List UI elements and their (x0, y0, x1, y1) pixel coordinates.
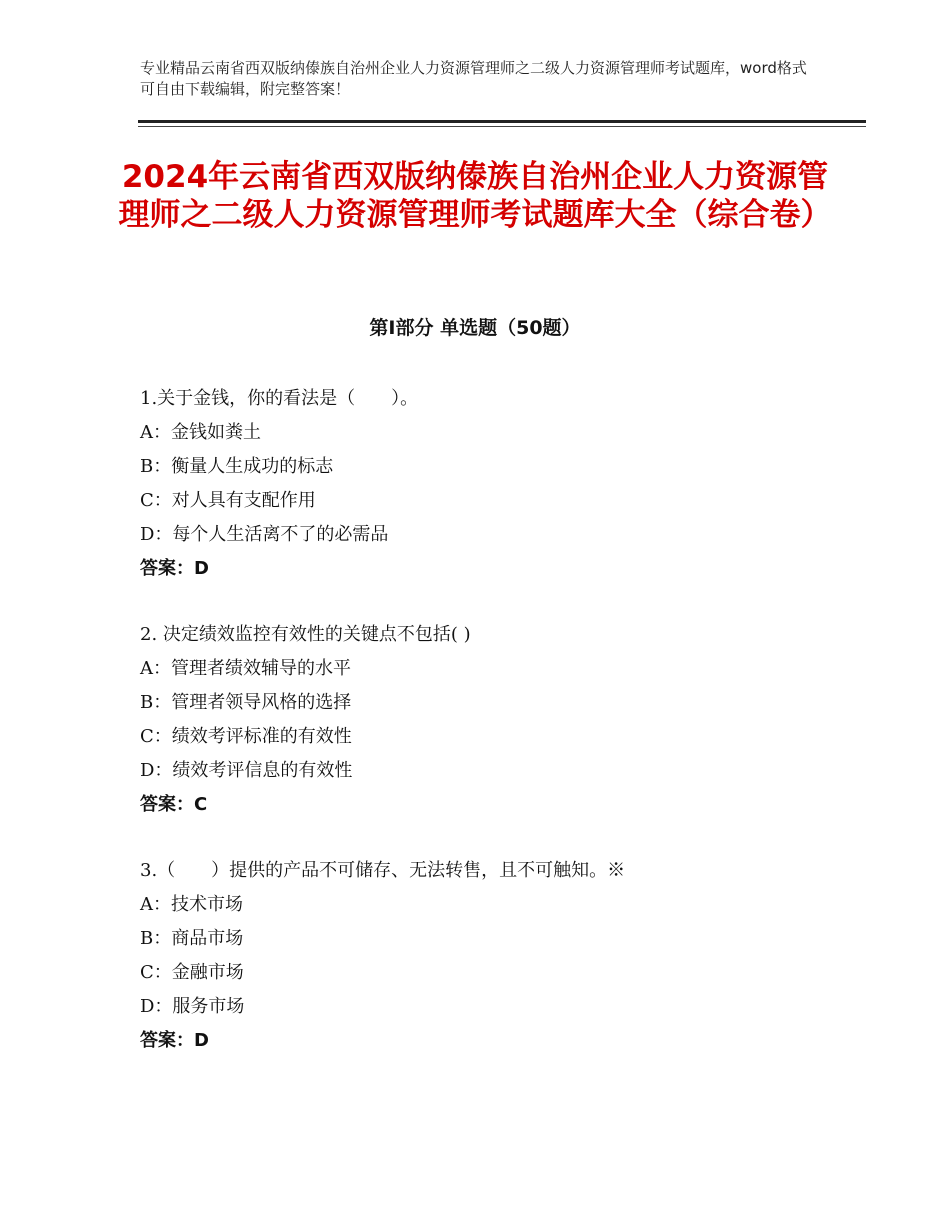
option-a: A：金钱如粪土 (140, 422, 261, 443)
question-stem: 1.关于金钱，你的看法是（ ）。 (140, 388, 419, 409)
header-note: 专业精品云南省西双版纳傣族自治州企业人力资源管理师之二级人力资源管理师考试题库，word格式可自由下载编辑，附完整答案！ (140, 59, 807, 98)
question-stem: 3.（ ）提供的产品不可储存、无法转售，且不可触知。※ (140, 860, 626, 881)
option-a: A：管理者绩效辅导的水平 (140, 658, 351, 679)
header-divider-thin (138, 126, 866, 127)
option-c: C：对人具有支配作用 (140, 490, 316, 511)
answer: 答案：D (140, 1030, 209, 1051)
answer: 答案：C (140, 794, 208, 815)
option-a: A：技术市场 (140, 894, 243, 915)
question-3 (140, 854, 860, 1058)
header-divider-thick (138, 120, 866, 123)
question-1 (140, 382, 860, 586)
option-b: B：衡量人生成功的标志 (140, 456, 334, 477)
question-2 (140, 618, 860, 822)
question-list (140, 382, 860, 1090)
option-b: B：商品市场 (140, 928, 244, 949)
option-d: D：服务市场 (140, 996, 245, 1017)
option-d: D：每个人生活离不了的必需品 (140, 524, 389, 545)
option-b: B：管理者领导风格的选择 (140, 692, 352, 713)
document-title: 2024年云南省西双版纳傣族自治州企业人力资源管理师之二级人力资源管理师考试题库大全（综合卷） (118, 159, 832, 233)
section-title: 第Ⅰ部分 单选题（50题） (369, 317, 581, 339)
option-d: D：绩效考评信息的有效性 (140, 760, 353, 781)
option-c: C：绩效考评标准的有效性 (140, 726, 352, 747)
question-stem: 2. 决定绩效监控有效性的关键点不包括( ) (140, 624, 471, 645)
answer: 答案：D (140, 558, 209, 579)
option-c: C：金融市场 (140, 962, 244, 983)
